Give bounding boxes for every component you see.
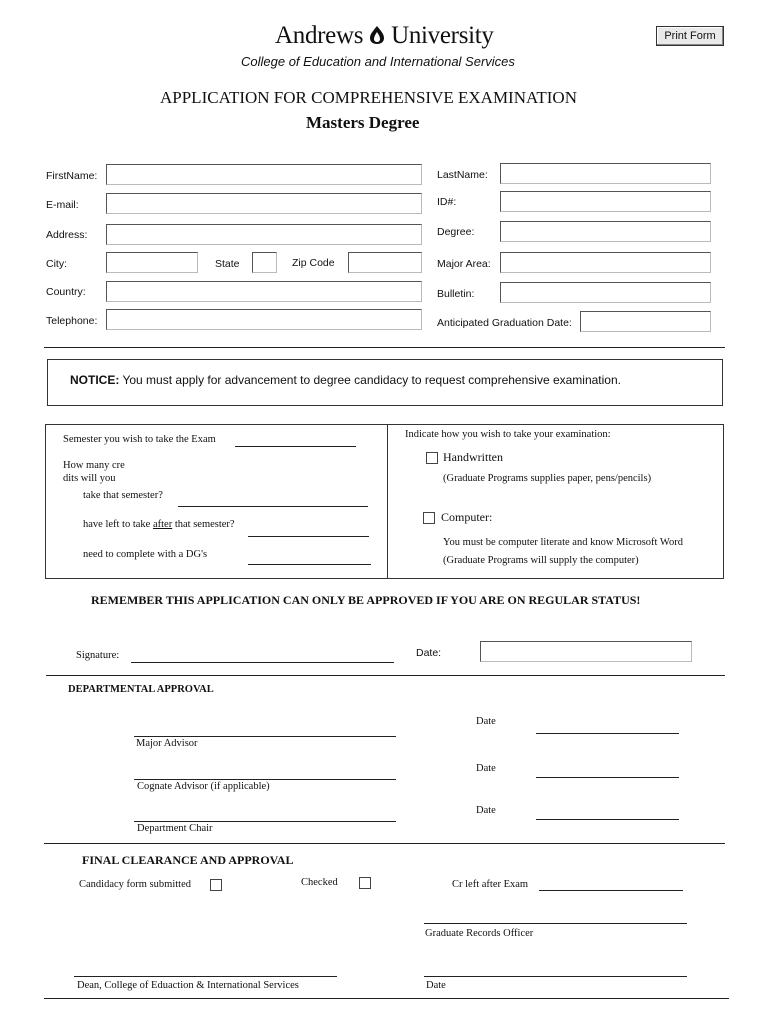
last-name-label: LastName: — [437, 169, 488, 181]
cognate-advisor-label: Cognate Advisor (if applicable) — [137, 781, 270, 792]
final-clearance-heading: FINAL CLEARANCE AND APPROVAL — [82, 853, 294, 867]
exam-box-divider — [387, 424, 388, 579]
semester-line[interactable] — [235, 446, 356, 447]
major-area-field[interactable] — [500, 252, 711, 273]
graduation-date-field[interactable] — [580, 311, 711, 332]
handwritten-note: (Graduate Programs supplies paper, pens/pencils) — [443, 473, 652, 484]
page-title: APPLICATION FOR COMPREHENSIVE EXAMINATION — [160, 88, 577, 107]
country-field[interactable] — [106, 281, 422, 302]
credits-label-2: dits will you — [63, 473, 116, 484]
computer-note-1: You must be computer literate and know Microsoft Word — [443, 537, 683, 548]
checked-label: Checked — [301, 877, 338, 888]
dean-line[interactable] — [74, 976, 337, 977]
signature-label: Signature: — [76, 650, 120, 661]
computer-checkbox[interactable] — [423, 512, 435, 524]
email-label: E-mail: — [46, 199, 79, 211]
take-semester-line[interactable] — [178, 506, 368, 507]
college-name: College of Education and International Services — [241, 54, 515, 69]
page-subtitle: Masters Degree — [306, 113, 420, 132]
state-field[interactable] — [252, 252, 277, 273]
indicate-label: Indicate how you wish to take your examination: — [405, 429, 611, 440]
handwritten-label: Handwritten — [443, 450, 503, 464]
records-officer-label: Graduate Records Officer — [425, 928, 534, 939]
logo-text-left: Andrews — [275, 22, 364, 49]
cr-left-line[interactable] — [539, 890, 683, 891]
signature-line[interactable] — [131, 662, 394, 663]
print-form-button[interactable]: Print Form — [656, 26, 724, 46]
candidacy-form-checkbox[interactable] — [210, 879, 222, 891]
section-divider — [44, 347, 725, 348]
notice-label: NOTICE: — [70, 373, 120, 387]
left-suffix: that semester? — [172, 519, 235, 530]
major-advisor-label: Major Advisor — [136, 738, 198, 749]
major-advisor-date-label: Date — [476, 716, 496, 727]
notice-message: You must apply for advancement to degree candidacy to request comprehensive examination. — [122, 373, 621, 387]
address-label: Address: — [46, 229, 88, 241]
dean-label: Dean, College of Eduaction & International Services — [77, 980, 299, 991]
state-label: State — [215, 258, 240, 270]
chair-date-label: Date — [476, 805, 496, 816]
left-after-line[interactable] — [248, 536, 369, 537]
bottom-divider — [44, 998, 729, 999]
city-label: City: — [46, 258, 67, 270]
bulletin-label: Bulletin: — [437, 288, 475, 300]
telephone-label: Telephone: — [46, 315, 98, 327]
zip-label: Zip Code — [292, 257, 335, 269]
notice-text — [70, 373, 621, 387]
left-after-label — [83, 519, 235, 530]
need-dgs-label: need to complete with a DG's — [83, 549, 208, 560]
approval-divider-top — [46, 675, 725, 676]
take-semester-label: take that semester? — [83, 490, 163, 501]
last-name-field[interactable] — [500, 163, 711, 184]
id-field[interactable] — [500, 191, 711, 212]
bulletin-field[interactable] — [500, 282, 711, 303]
graduation-date-label: Anticipated Graduation Date: — [437, 317, 572, 329]
degree-field[interactable] — [500, 221, 711, 242]
zip-field[interactable] — [348, 252, 422, 273]
telephone-field[interactable] — [106, 309, 422, 330]
email-field[interactable] — [106, 193, 422, 214]
checked-checkbox[interactable] — [359, 877, 371, 889]
major-advisor-line[interactable] — [134, 736, 396, 737]
handwritten-checkbox[interactable] — [426, 452, 438, 464]
degree-label: Degree: — [437, 226, 475, 238]
address-field[interactable] — [106, 224, 422, 245]
signature-date-field[interactable] — [480, 641, 692, 662]
country-label: Country: — [46, 286, 86, 298]
id-label: ID#: — [437, 196, 457, 208]
candidacy-form-label: Candidacy form submitted — [79, 879, 191, 890]
left-prefix: have left to take — [83, 519, 153, 530]
flame-icon — [369, 24, 385, 44]
computer-label: Computer: — [441, 510, 493, 524]
departmental-approval-heading: DEPARTMENTAL APPROVAL — [68, 684, 214, 695]
need-dgs-line[interactable] — [248, 564, 371, 565]
left-after-word: after — [152, 519, 173, 530]
major-advisor-date-line[interactable] — [536, 733, 679, 734]
cognate-date-line[interactable] — [536, 777, 679, 778]
logo-text-right: University — [391, 22, 494, 49]
first-name-field[interactable] — [106, 164, 422, 185]
cognate-date-label: Date — [476, 763, 496, 774]
computer-note-2: (Graduate Programs will supply the computer) — [443, 555, 639, 566]
regular-status-warning: REMEMBER THIS APPLICATION CAN ONLY BE APPROVED IF YOU ARE ON REGULAR STATUS! — [91, 593, 641, 607]
department-chair-line[interactable] — [134, 821, 396, 822]
cognate-advisor-line[interactable] — [134, 779, 396, 780]
semester-label: Semester you wish to take the Exam — [63, 434, 216, 445]
chair-date-line[interactable] — [536, 819, 679, 820]
records-officer-line[interactable] — [424, 923, 687, 924]
major-area-label: Major Area: — [437, 258, 491, 270]
cr-left-label: Cr left after Exam — [452, 879, 529, 890]
signature-date-label: Date: — [416, 647, 442, 659]
university-logo — [275, 22, 494, 50]
final-date-line[interactable] — [424, 976, 687, 977]
first-name-label: FirstName: — [46, 170, 98, 182]
final-divider — [44, 843, 725, 844]
department-chair-label: Department Chair — [137, 823, 213, 834]
credits-label-1: How many cre — [63, 460, 125, 471]
final-date-label: Date — [426, 980, 446, 991]
city-field[interactable] — [106, 252, 198, 273]
